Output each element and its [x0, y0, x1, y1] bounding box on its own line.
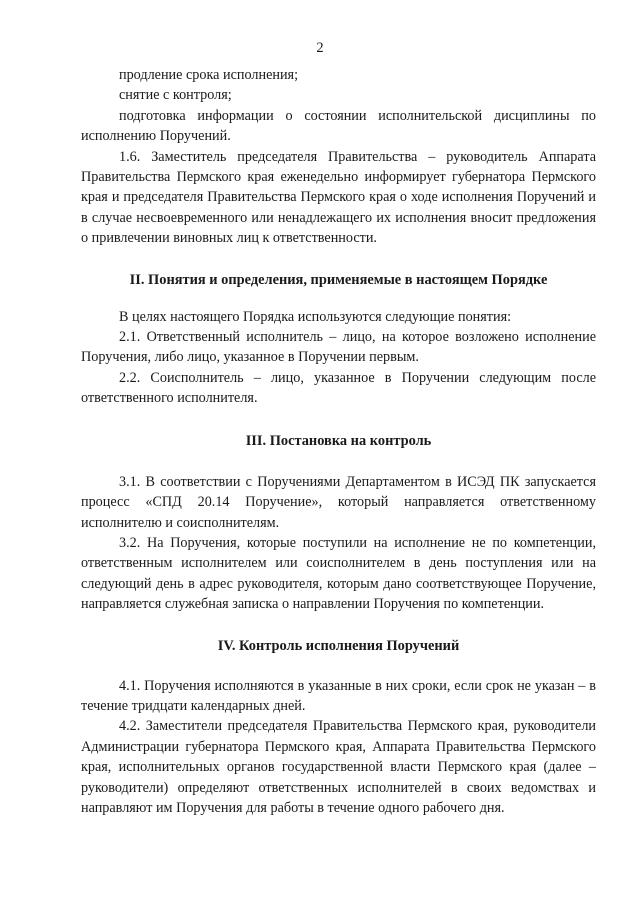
list-item: продление срока исполнения; — [119, 67, 299, 83]
document-body — [81, 65, 596, 818]
paragraph-4-2: 4.2. Заместители председателя Правительства Пермского края, руководители Администрации губернатора Пермского края, Аппарата Правительства Пермского края, исполнительных органов государственной власти Пермского края (далее – руководители) определяют ответственных исполнителей в своих ведомствах и направляют им Поручения для работы в течение одного рабочего дня. — [81, 718, 596, 816]
paragraph-3-1: 3.1. В соответствии с Поручениями Департаментом в ИСЭД ПК запускается процесс «СПД 20.14 Поручение», который направляется ответственному исполнителю и соисполнителям. — [81, 473, 596, 531]
section-3-heading: III. Постановка на контроль — [245, 432, 432, 449]
paragraph-preparation: подготовка информации о состоянии исполнительской дисциплины по исполнению Поручений. — [81, 107, 596, 145]
paragraph-3-2: 3.2. На Поручения, которые поступили на исполнение не по компетенции, ответственным исполнителем или соисполнителем в день поступления или на следующий день в адрес руководителя, которым дано соответствующее Поручение, направляется служебная записка о направлении Поручения по компетенции. — [81, 534, 596, 613]
page-number: 2 — [316, 40, 324, 56]
list-item: снятие с контроля; — [119, 87, 232, 104]
section-4-heading: IV. Контроль исполнения Поручений — [217, 637, 460, 654]
paragraph-4-1: 4.1. Поручения исполняются в указанные в них сроки, если срок не указан – в течение тридцати календарных дней. — [81, 677, 596, 714]
section-2-intro: В целях настоящего Порядка используются следующие понятия: — [119, 308, 512, 325]
paragraph-2-1: 2.1. Ответственный исполнитель – лицо, на которое возложено исполнение Поручения, либо лицо, указанное в Поручении первым. — [81, 329, 596, 366]
paragraph-1-6: 1.6. Заместитель председателя Правительства – руководитель Аппарата Правительства Пермского края еженедельно информирует губернатора Пермского края и председателя Правительства Пермского края о ходе исполнения Поручений и в случае несвоевременного или ненадлежащего их исполнения вносит предложения о привлечении виновных лиц к ответственности. — [81, 148, 596, 247]
paragraph-2-2: 2.2. Соисполнитель – лицо, указанное в Поручении следующим после ответственного исполнителя. — [81, 369, 596, 407]
section-2-heading: II. Понятия и определения, применяемые в настоящем Порядке — [129, 271, 548, 288]
